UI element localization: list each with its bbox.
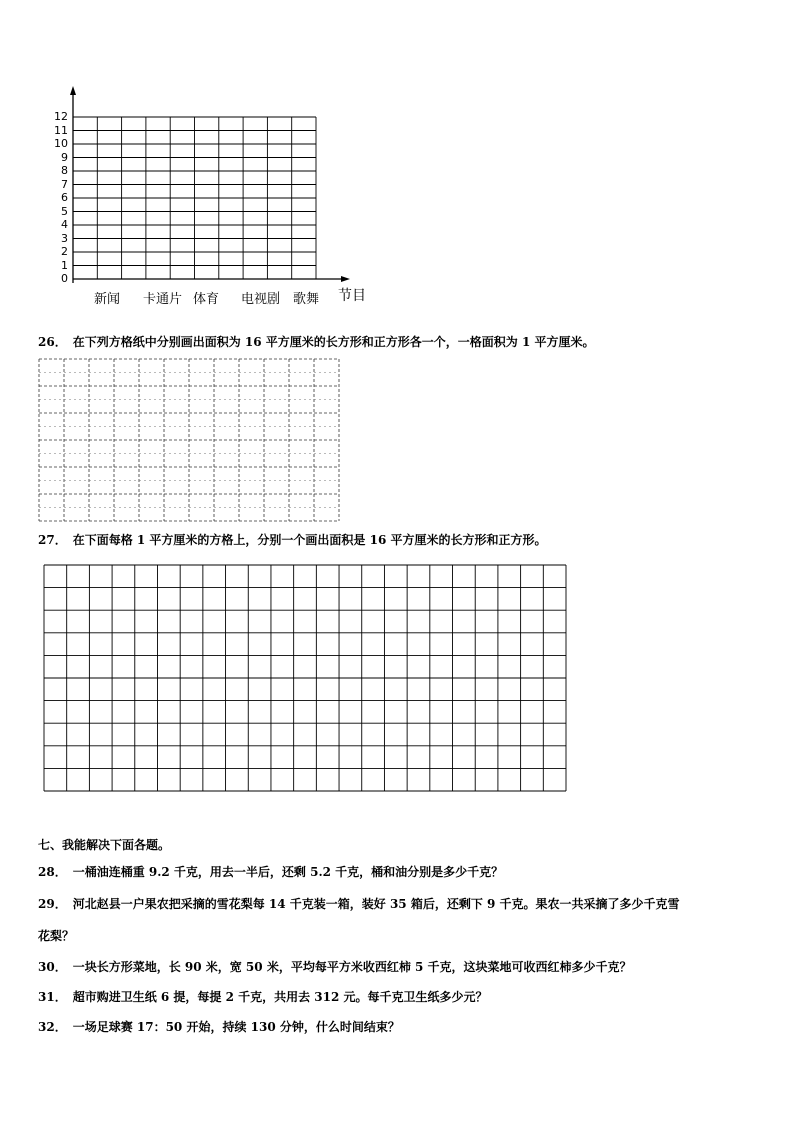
question-31 bbox=[38, 988, 488, 1005]
y-tick-label: 8 bbox=[61, 164, 68, 177]
y-tick-label: 6 bbox=[61, 191, 68, 204]
y-tick-label: 1 bbox=[61, 258, 68, 272]
y-tick-label: 7 bbox=[61, 177, 68, 191]
y-tick-label: 10 bbox=[54, 137, 68, 150]
chart-gridlines bbox=[73, 117, 316, 279]
question-text: 在下面每格 1 平方厘米的方格上，分别一个画出面积是 16 平方厘米的长方形和正方形。 bbox=[72, 533, 547, 547]
x-axis-arrow bbox=[341, 276, 350, 282]
y-tick-label: 12 bbox=[54, 110, 68, 123]
y-tick-label: 0 bbox=[61, 272, 68, 285]
question-text: 一块长方形菜地，长 90 米，宽 50 米，平均每平方米收西红柿 5 千克，这块菜地可收西红柿多少千克？ bbox=[72, 960, 632, 974]
y-tick-label: 2 bbox=[61, 245, 68, 258]
x-category-label: 卡通片 bbox=[143, 292, 183, 307]
question-number: 32． bbox=[38, 1020, 67, 1034]
question-number: 31． bbox=[38, 990, 67, 1004]
question-text: 河北赵县一户果农把采摘的雪花梨每 14 千克装一箱，装好 35 箱后，还剩下 9 千克。果农一共采摘了多少千克雪 bbox=[72, 897, 680, 911]
question-26 bbox=[38, 333, 594, 350]
y-tick-label: 9 bbox=[61, 150, 68, 164]
dashed-gridlines bbox=[39, 359, 339, 521]
question-number: 29． bbox=[38, 897, 67, 911]
x-axis-label: 节目 bbox=[338, 288, 366, 304]
x-category-label: 电视剧 bbox=[241, 292, 281, 307]
question-text: 一场足球赛 17：50 开始，持续 130 分钟，什么时间结束？ bbox=[72, 1020, 400, 1034]
x-category-label: 歌舞 bbox=[293, 292, 320, 307]
question-text: 在下列方格纸中分别画出面积为 16 平方厘米的长方形和正方形各一个，一格面积为 1 平方厘米。 bbox=[72, 335, 595, 349]
x-category-label: 新闻 bbox=[94, 292, 121, 307]
question-number: 28． bbox=[38, 865, 67, 879]
question-28 bbox=[38, 863, 503, 880]
x-category-label: 体育 bbox=[193, 292, 220, 307]
question-number: 26． bbox=[38, 335, 67, 349]
question-27 bbox=[38, 531, 546, 548]
question-text: 一桶油连桶重 9.2 千克，用去一半后，还剩 5.2 千克，桶和油分别是多少千克？ bbox=[72, 865, 504, 879]
y-axis-arrow bbox=[70, 86, 76, 95]
y-tick-label: 5 bbox=[61, 204, 68, 218]
question-number: 30． bbox=[38, 960, 67, 974]
y-tick-label: 3 bbox=[61, 231, 68, 245]
square-gridlines bbox=[44, 565, 566, 791]
question-number: 27． bbox=[38, 533, 67, 547]
question-29-continued: 花梨？ bbox=[38, 929, 75, 943]
question-text: 超市购进卫生纸 6 提，每提 2 千克，共用去 312 元。每千克卫生纸多少元？ bbox=[72, 990, 488, 1004]
question-29 bbox=[38, 895, 680, 912]
y-tick-label: 4 bbox=[61, 218, 68, 231]
question-32 bbox=[38, 1018, 400, 1035]
y-tick-label: 11 bbox=[54, 123, 68, 137]
section-7-title: 七、我能解决下面各题。 bbox=[38, 838, 171, 852]
dashed-grid-paper[interactable] bbox=[38, 358, 342, 524]
square-grid-paper[interactable] bbox=[43, 564, 569, 794]
question-30 bbox=[38, 958, 632, 975]
